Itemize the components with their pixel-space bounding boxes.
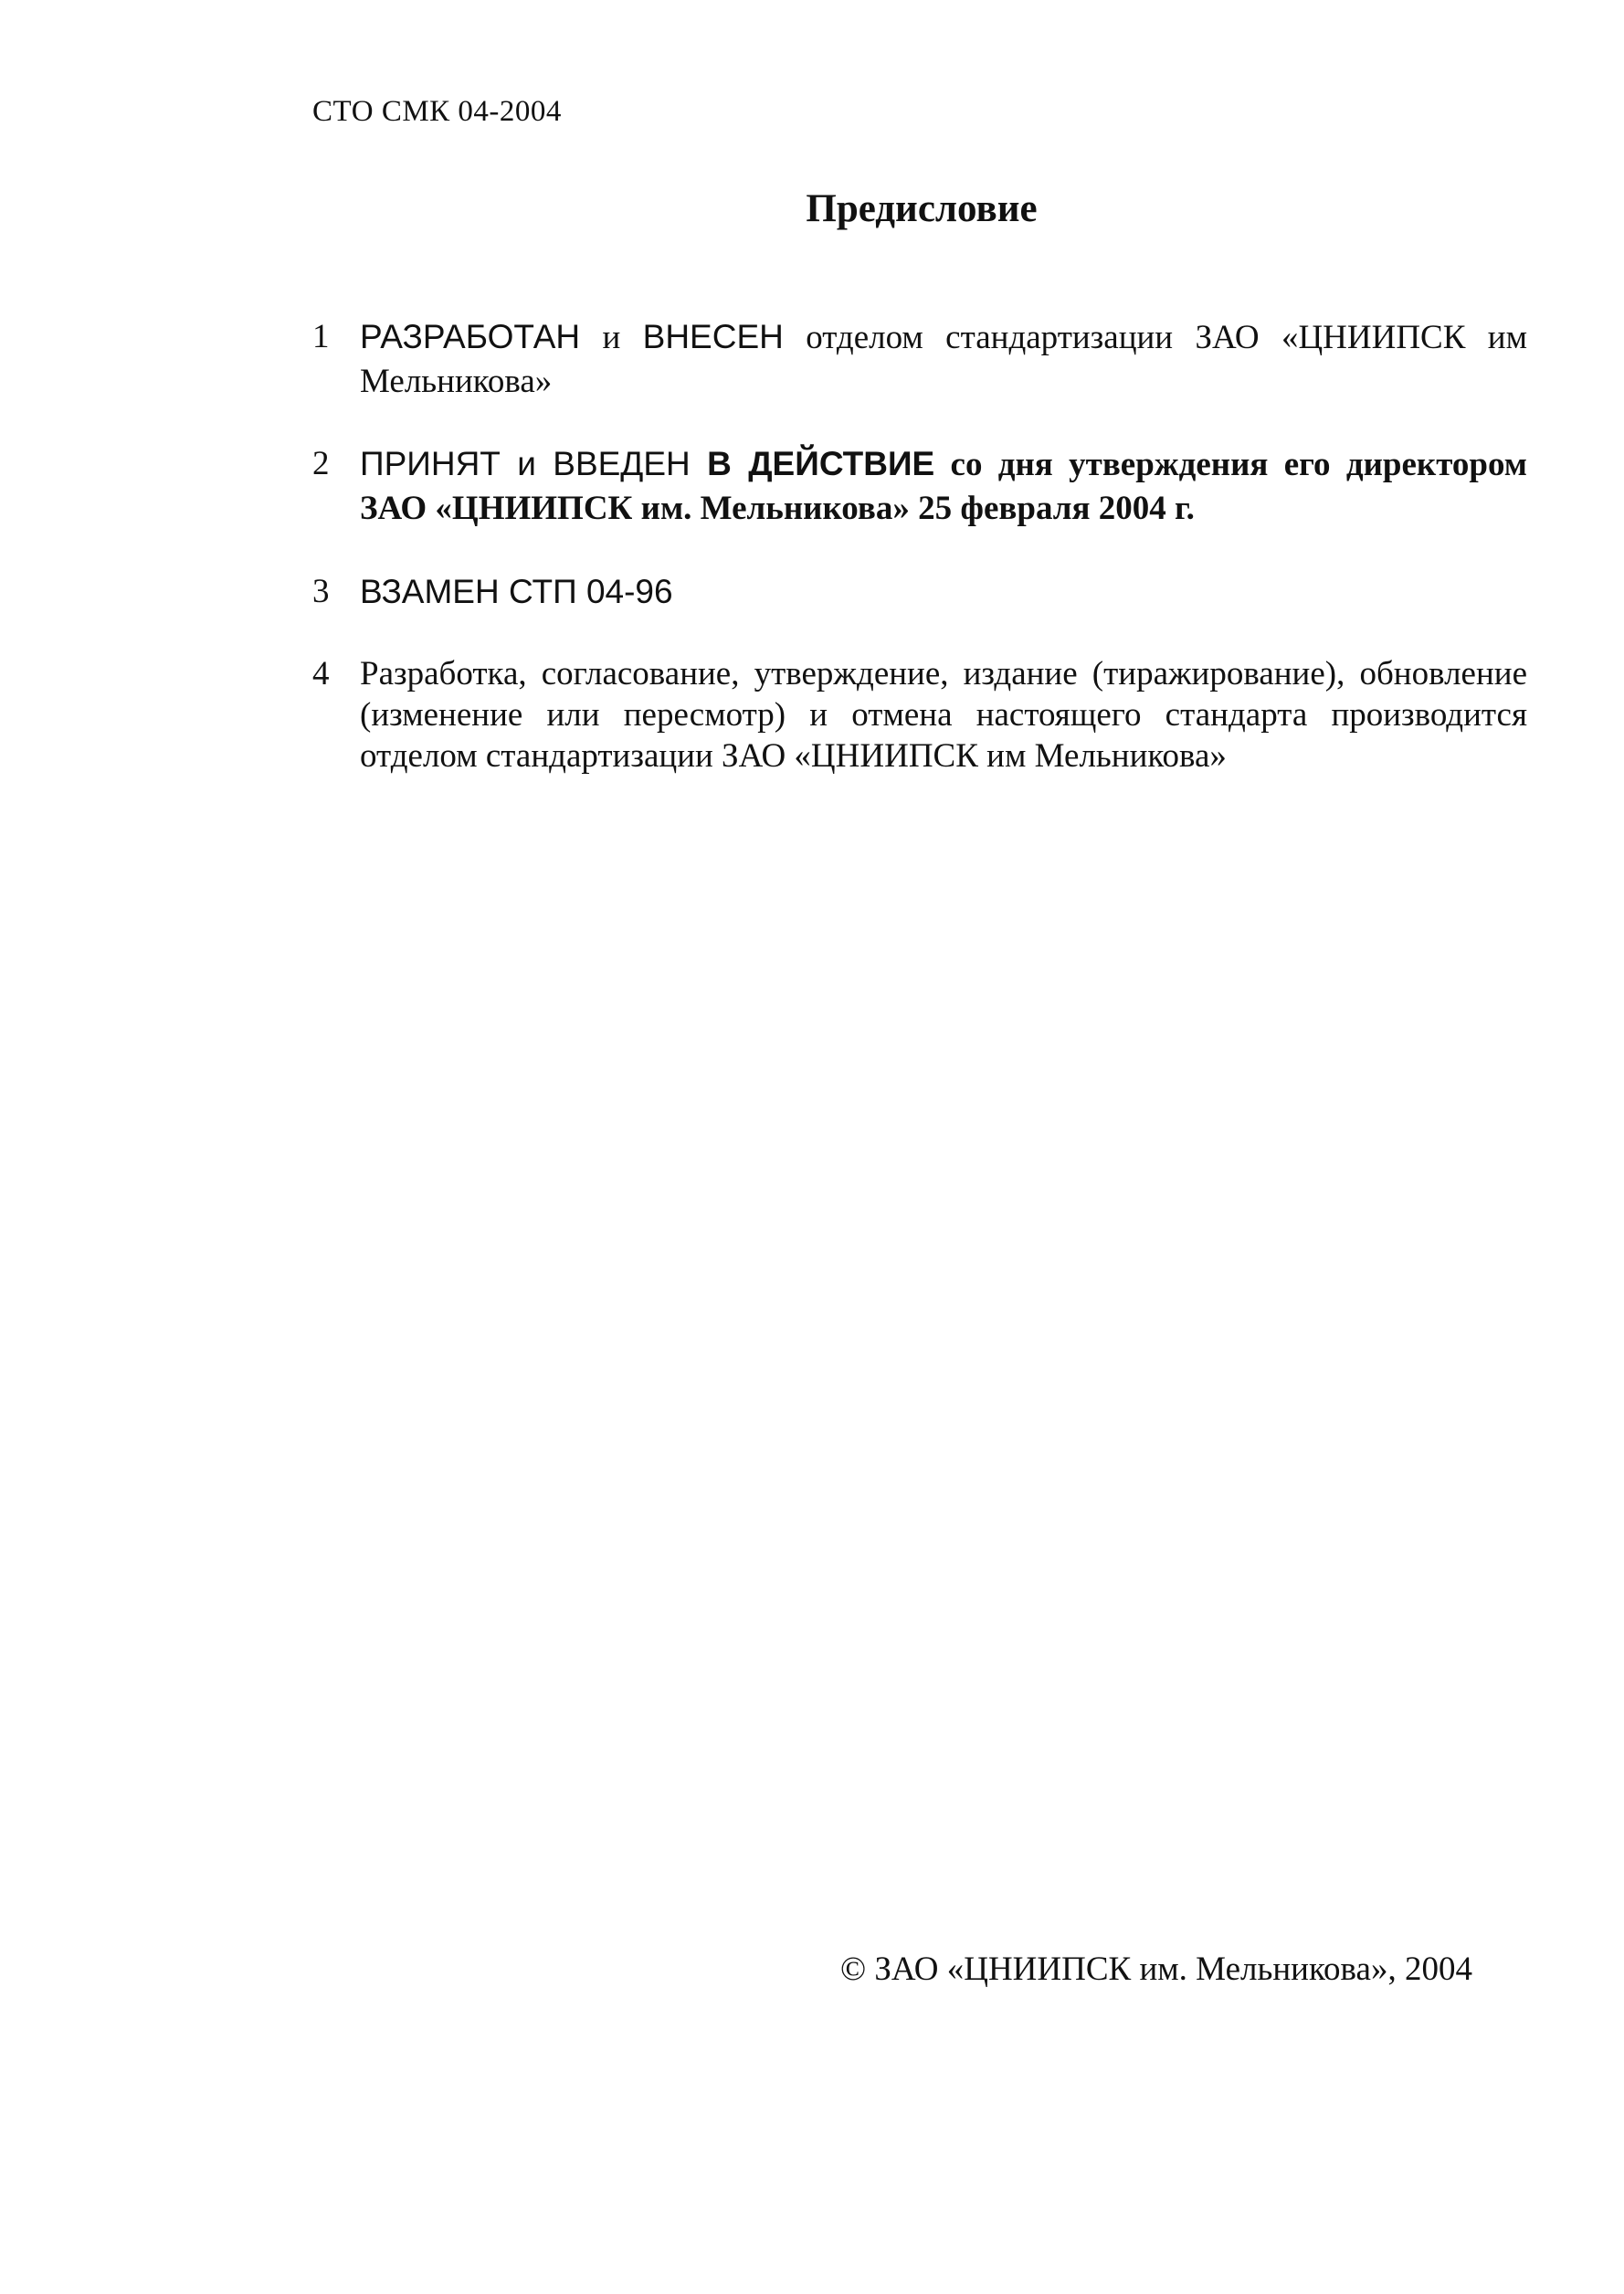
copyright-notice: © ЗАО «ЦНИИПСК им. Мельникова», 2004 xyxy=(840,1950,1472,1988)
text-fragment: ПРИНЯТ и ВВЕДЕН xyxy=(360,445,708,482)
text-fragment: РАЗРАБОТАН xyxy=(360,318,581,355)
document-code: СТО СМК 04-2004 xyxy=(312,95,562,128)
list-item-number: 1 xyxy=(312,318,330,355)
page-title: Предисловие xyxy=(806,187,1038,230)
list-item xyxy=(312,653,1527,777)
list-item-number: 4 xyxy=(312,655,330,692)
list-item-text: ВЗАМЕН СТП 04-96 xyxy=(360,573,673,610)
list-item-text xyxy=(360,315,1527,404)
list-item xyxy=(312,315,1527,404)
text-fragment: и xyxy=(580,319,643,356)
text-fragment: В ДЕЙСТВИЕ xyxy=(707,445,935,482)
text-fragment: ВНЕСЕН xyxy=(642,318,784,355)
text-fragment: со дня утверждения его директором ЗАО «ЦНИИПСК им. Мельникова» 25 февраля 2004 г. xyxy=(360,446,1527,527)
list-item-number: 3 xyxy=(312,573,330,610)
text-fragment: отделом стандартизации ЗАО «ЦНИИПСК им Мельникова» xyxy=(360,319,1527,400)
list-item xyxy=(312,570,1527,614)
list-item-text: Разработка, согласование, утверждение, издание (тиражирование), обновление (изменение или пересмотр) и отмена настоящего стандарта производится отделом стандартизации ЗАО «ЦНИИПСК им Мельникова» xyxy=(360,655,1527,775)
list-item-number: 2 xyxy=(312,445,330,482)
list-item xyxy=(312,442,1527,531)
list-item-text xyxy=(360,442,1527,531)
